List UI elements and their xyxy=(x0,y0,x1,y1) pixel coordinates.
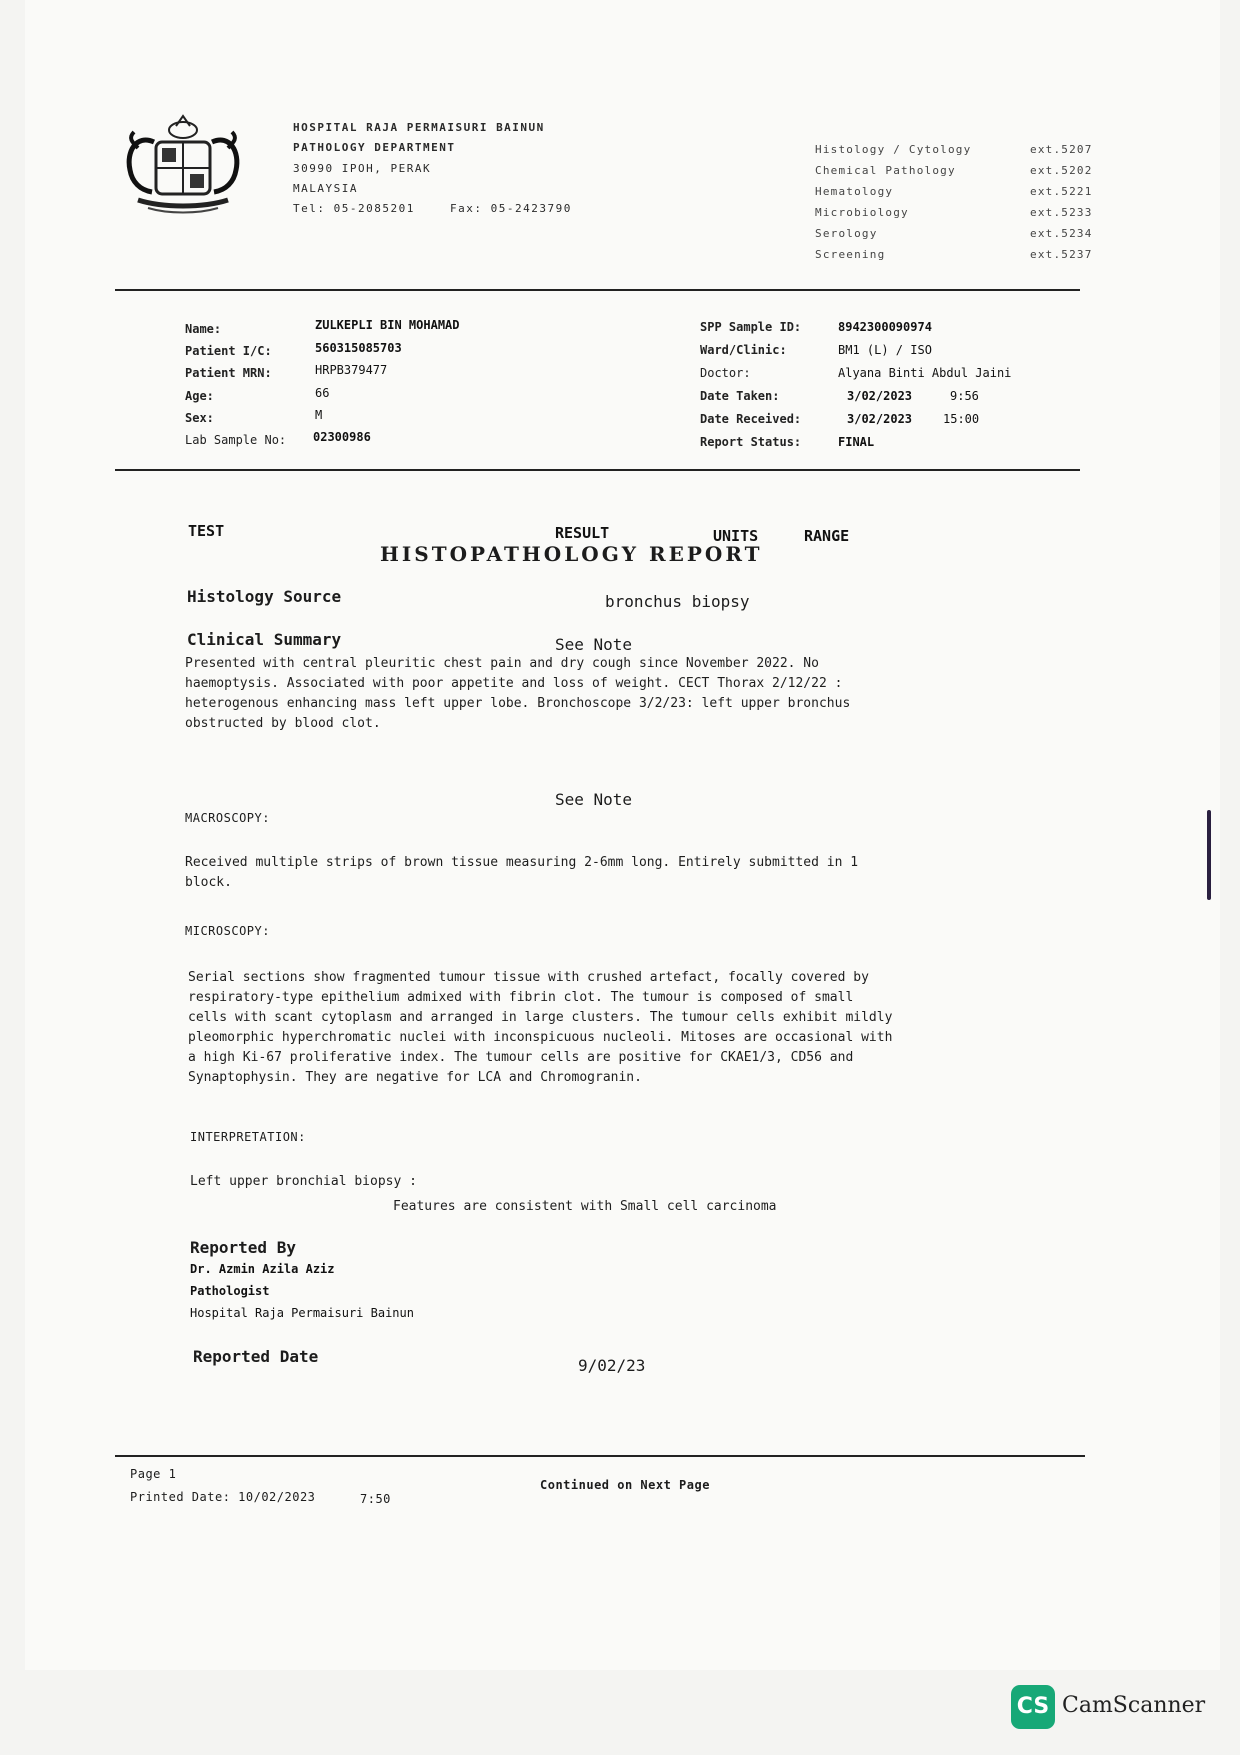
time-taken: 9:56 xyxy=(950,389,979,403)
micro-line: Serial sections show fragmented tumour tissue with crushed artefact, focally covered by xyxy=(188,970,869,985)
reporter-hospital: Hospital Raja Permaisuri Bainun xyxy=(190,1306,414,1320)
date-received: 3/02/2023 xyxy=(847,412,913,426)
micro-line: pleomorphic hyperchromatic nuclei with inconspicuous nucleoli. Mitoses are occasional with xyxy=(188,1030,893,1045)
date-taken: 3/02/2023 xyxy=(847,389,913,403)
macroscopy-label: MACROSCOPY: xyxy=(185,811,270,825)
interpretation-label: INTERPRETATION: xyxy=(190,1130,306,1144)
ward-label: Ward/Clinic: xyxy=(700,343,787,357)
col-result: RESULT xyxy=(555,524,610,542)
patient-sex: M xyxy=(315,408,323,422)
microscopy-text xyxy=(188,968,1088,1088)
dept-ext: ext.5207 xyxy=(1030,143,1093,156)
clinical-summary-label: Clinical Summary xyxy=(187,630,342,649)
patient-name: ZULKEPLI BIN MOHAMAD xyxy=(315,318,460,332)
clinical-line: heterogenous enhancing mass left upper lobe. Bronchoscope 3/2/23: left upper bronchus xyxy=(185,696,851,711)
lab-sample-label: Lab Sample No: xyxy=(185,433,287,447)
patient-mrn-label: Patient MRN: xyxy=(185,366,272,380)
interpretation-finding: Features are consistent with Small cell carcinoma xyxy=(393,1199,777,1214)
hospital-department: PATHOLOGY DEPARTMENT xyxy=(293,141,456,154)
clinical-line: obstructed by blood clot. xyxy=(185,716,381,731)
hospital-country: MALAYSIA xyxy=(293,182,358,195)
dept-name: Serology xyxy=(815,227,878,240)
doctor-value: Alyana Binti Abdul Jaini xyxy=(838,366,1012,380)
patient-sex-label: Sex: xyxy=(185,411,214,425)
report-status-label: Report Status: xyxy=(700,435,802,449)
patient-ic: 560315085703 xyxy=(315,341,402,355)
micro-line: cells with scant cytoplasm and arranged in large clusters. The tumour cells exhibit mildly xyxy=(188,1010,893,1025)
micro-line: a high Ki-67 proliferative index. The tumour cells are positive for CKAE1/3, CD56 and xyxy=(188,1050,854,1065)
dept-ext: ext.5221 xyxy=(1030,185,1093,198)
patient-name-label: Name: xyxy=(185,322,222,336)
micro-line: Synaptophysin. They are negative for LCA and Chromogranin. xyxy=(188,1070,642,1085)
spp-sample-id: 8942300090974 xyxy=(838,320,932,334)
micro-line: respiratory-type epithelium admixed with fibrin clot. The tumour is composed of small xyxy=(188,990,854,1005)
reported-date-label: Reported Date xyxy=(193,1347,319,1366)
camscanner-wordmark: CamScanner xyxy=(1062,1693,1206,1718)
reporter-role: Pathologist xyxy=(190,1284,270,1298)
ward-value: BM1 (L) / ISO xyxy=(838,343,932,357)
date-taken-label: Date Taken: xyxy=(700,389,780,403)
macro-line: Received multiple strips of brown tissue measuring 2-6mm long. Entirely submitted in 1 xyxy=(185,855,859,870)
report-title: HISTOPATHOLOGY REPORT xyxy=(380,542,763,566)
patient-mrn: HRPB379477 xyxy=(315,363,388,377)
histology-source-value: bronchus biopsy xyxy=(605,592,750,611)
dept-name: Chemical Pathology xyxy=(815,164,956,177)
dept-ext: ext.5233 xyxy=(1030,206,1093,219)
reporter-name: Dr. Azmin Azila Aziz xyxy=(190,1262,335,1276)
patient-age: 66 xyxy=(315,386,330,400)
date-received-label: Date Received: xyxy=(700,412,802,426)
dept-name: Microbiology xyxy=(815,206,909,219)
col-test: TEST xyxy=(188,522,225,540)
interpretation-site: Left upper bronchial biopsy : xyxy=(190,1174,417,1189)
printed-date: Printed Date: 10/02/2023 xyxy=(130,1490,316,1504)
col-range: RANGE xyxy=(804,527,850,545)
spp-sample-label: SPP Sample ID: xyxy=(700,320,802,334)
dept-name: Screening xyxy=(815,248,886,261)
binder-mark xyxy=(1207,810,1211,900)
lab-sample-number: 02300986 xyxy=(313,430,371,444)
dept-ext: ext.5234 xyxy=(1030,227,1093,240)
clinical-line: haemoptysis. Associated with poor appetite and loss of weight. CECT Thorax 2/12/22 : xyxy=(185,676,843,691)
macro-see-note: See Note xyxy=(555,790,633,809)
report-status: FINAL xyxy=(838,435,875,449)
hospital-tel: Tel: 05-2085201 xyxy=(293,202,415,215)
microscopy-label: MICROSCOPY: xyxy=(185,924,270,938)
coat-of-arms-logo xyxy=(118,112,248,222)
reported-by-label: Reported By xyxy=(190,1238,296,1257)
hospital-name: HOSPITAL RAJA PERMAISURI BAINUN xyxy=(293,121,545,134)
hospital-address: 30990 IPOH, PERAK xyxy=(293,162,432,175)
clinical-see-note: See Note xyxy=(555,635,633,654)
footer-divider xyxy=(115,1455,1085,1457)
dept-name: Hematology xyxy=(815,185,894,198)
histology-source-label: Histology Source xyxy=(187,587,342,606)
doctor-label: Doctor: xyxy=(700,366,751,380)
continued-note: Continued on Next Page xyxy=(540,1478,710,1492)
col-units: UNITS xyxy=(713,527,759,545)
patient-divider xyxy=(115,469,1080,471)
printed-time: 7:50 xyxy=(360,1492,391,1506)
page-number: Page 1 xyxy=(130,1467,177,1481)
patient-age-label: Age: xyxy=(185,389,214,403)
report-page xyxy=(25,0,1220,1670)
dept-ext: ext.5202 xyxy=(1030,164,1093,177)
header-divider xyxy=(115,289,1080,291)
dept-name: Histology / Cytology xyxy=(815,143,972,156)
reported-date: 9/02/23 xyxy=(578,1356,646,1375)
macro-line: block. xyxy=(185,875,232,890)
clinical-line: Presented with central pleuritic chest pain and dry cough since November 2022. No xyxy=(185,656,819,671)
dept-ext: ext.5237 xyxy=(1030,248,1093,261)
time-received: 15:00 xyxy=(943,412,980,426)
macroscopy-text xyxy=(185,853,1065,893)
patient-ic-label: Patient I/C: xyxy=(185,344,272,358)
clinical-summary-text xyxy=(185,654,1065,734)
hospital-fax: Fax: 05-2423790 xyxy=(450,202,572,215)
camscanner-logo: CS xyxy=(1011,1685,1055,1729)
